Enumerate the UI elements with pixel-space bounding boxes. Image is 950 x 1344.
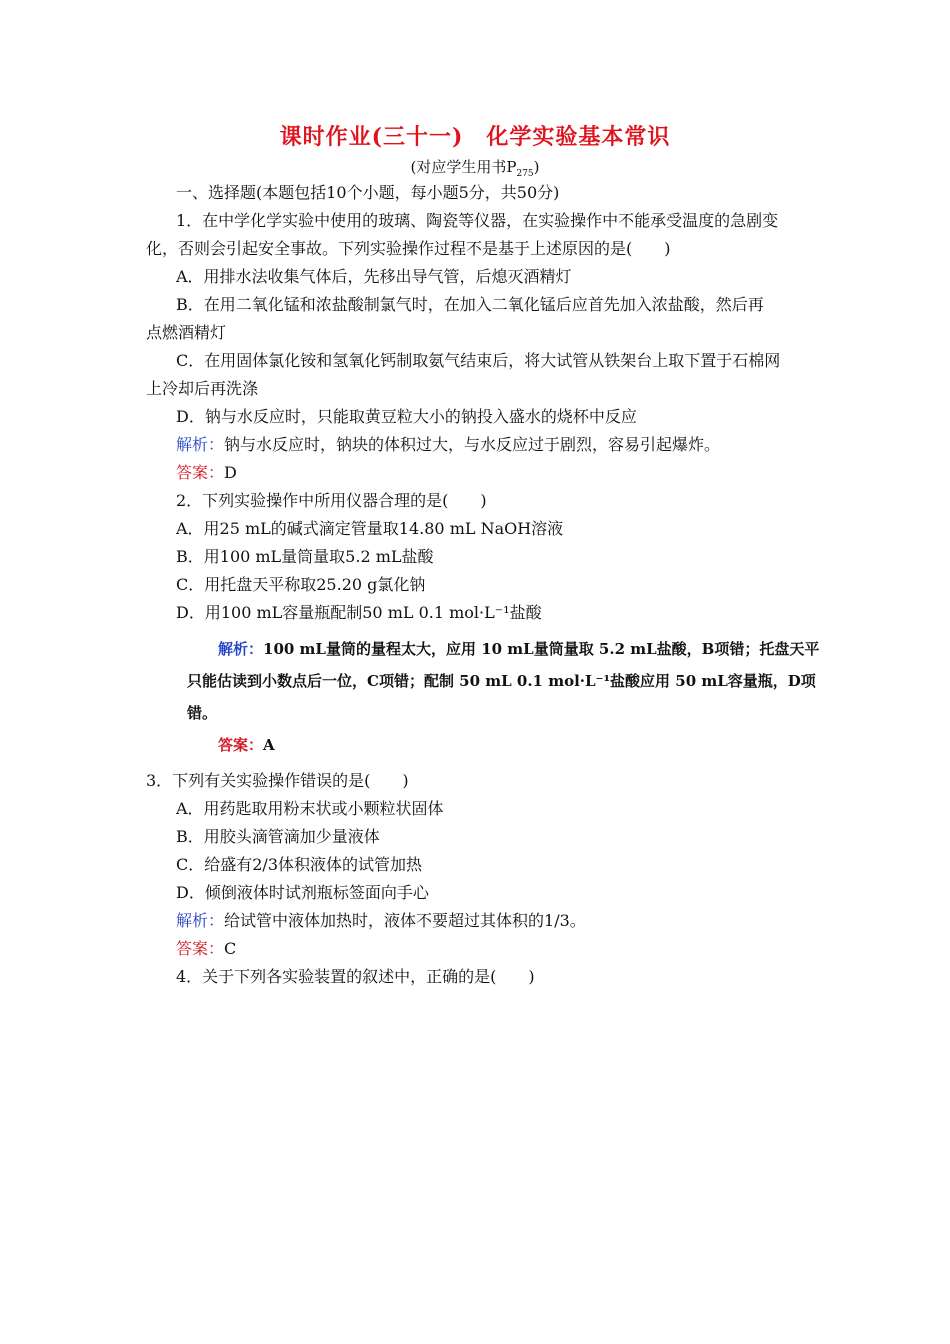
q1-option-c-line2: 上冷却后再洗涤 xyxy=(146,379,259,398)
q2-explanation-line2: 只能估读到小数点后一位，C项错；配制 50 mL 0.1 mol·L⁻¹盐酸应用 50 mL容量瓶，D项 xyxy=(187,672,816,690)
q2-stem: 2．下列实验操作中所用仪器合理的是( ) xyxy=(176,491,487,510)
q1-option-b-line1: B．在用二氧化锰和浓盐酸制氯气时，在加入二氧化锰后应首先加入浓盐酸，然后再 xyxy=(176,295,764,314)
q2-answer: 答案：A xyxy=(218,736,275,754)
q2-option-b: B．用100 mL量筒量取5.2 mL盐酸 xyxy=(176,547,434,566)
q4-stem: 4．关于下列各实验装置的叙述中，正确的是( ) xyxy=(176,967,535,986)
page-subtitle: (对应学生用书$P_{275}$) xyxy=(410,158,540,179)
q3-answer: 答案：C xyxy=(176,939,237,958)
q1-option-c-line1: C．在用固体氯化铵和氢氧化钙制取氨气结束后，将大试管从铁架台上取下置于石棉网 xyxy=(176,351,781,370)
q1-stem-line1: 1．在中学化学实验中使用的玻璃、陶瓷等仪器，在实验操作中不能承受温度的急剧变 xyxy=(176,211,779,230)
q3-stem: 3．下列有关实验操作错误的是( ) xyxy=(146,771,409,790)
q2-explanation-line3: 错。 xyxy=(187,704,218,722)
q3-option-b: B．用胶头滴管滴加少量液体 xyxy=(176,827,380,846)
q1-explanation: 解析：钠与水反应时，钠块的体积过大，与水反应过于剧烈，容易引起爆炸。 xyxy=(176,435,721,454)
answer-label: 答案： xyxy=(176,939,225,958)
q2-option-d: D．用100 mL容量瓶配制50 mL 0.1 mol·L⁻¹盐酸 xyxy=(176,603,542,622)
q1-option-d: D．钠与水反应时，只能取黄豆粒大小的钠投入盛水的烧杯中反应 xyxy=(176,407,637,426)
explanation-label: 解析： xyxy=(176,435,225,454)
q3-option-d: D．倾倒液体时试剂瓶标签面向手心 xyxy=(176,883,429,902)
q1-option-b-line2: 点燃酒精灯 xyxy=(146,323,227,342)
answer-label: 答案： xyxy=(218,736,264,754)
explanation-label: 解析： xyxy=(218,640,264,658)
q3-explanation: 解析：给试管中液体加热时，液体不要超过其体积的1/3。 xyxy=(176,911,586,930)
explanation-label: 解析： xyxy=(176,911,225,930)
q2-option-c: C．用托盘天平称取25.20 g氯化钠 xyxy=(176,575,426,594)
q3-option-c: C．给盛有2/3体积液体的试管加热 xyxy=(176,855,422,874)
answer-label: 答案： xyxy=(176,463,225,482)
q3-option-a: A．用药匙取用粉末状或小颗粒状固体 xyxy=(176,799,444,818)
q2-option-a: A．用25 mL的碱式滴定管量取14.80 mL NaOH溶液 xyxy=(176,519,564,538)
q1-option-a: A．用排水法收集气体后，先移出导气管，后熄灭酒精灯 xyxy=(176,267,572,286)
page-title: 课时作业(三十一) 化学实验基本常识 xyxy=(279,124,671,150)
q2-explanation-line1: 解析：100 mL量筒的量程太大，应用 10 mL量筒量取 5.2 mL盐酸，B项错；托盘天平 xyxy=(218,640,820,658)
q1-answer: 答案：D xyxy=(176,463,237,482)
q1-stem-line2: 化，否则会引起安全事故。下列实验操作过程不是基于上述原因的是( ) xyxy=(146,239,671,258)
section-heading: 一、选择题(本题包括10个小题，每小题5分，共50分) xyxy=(176,183,560,202)
